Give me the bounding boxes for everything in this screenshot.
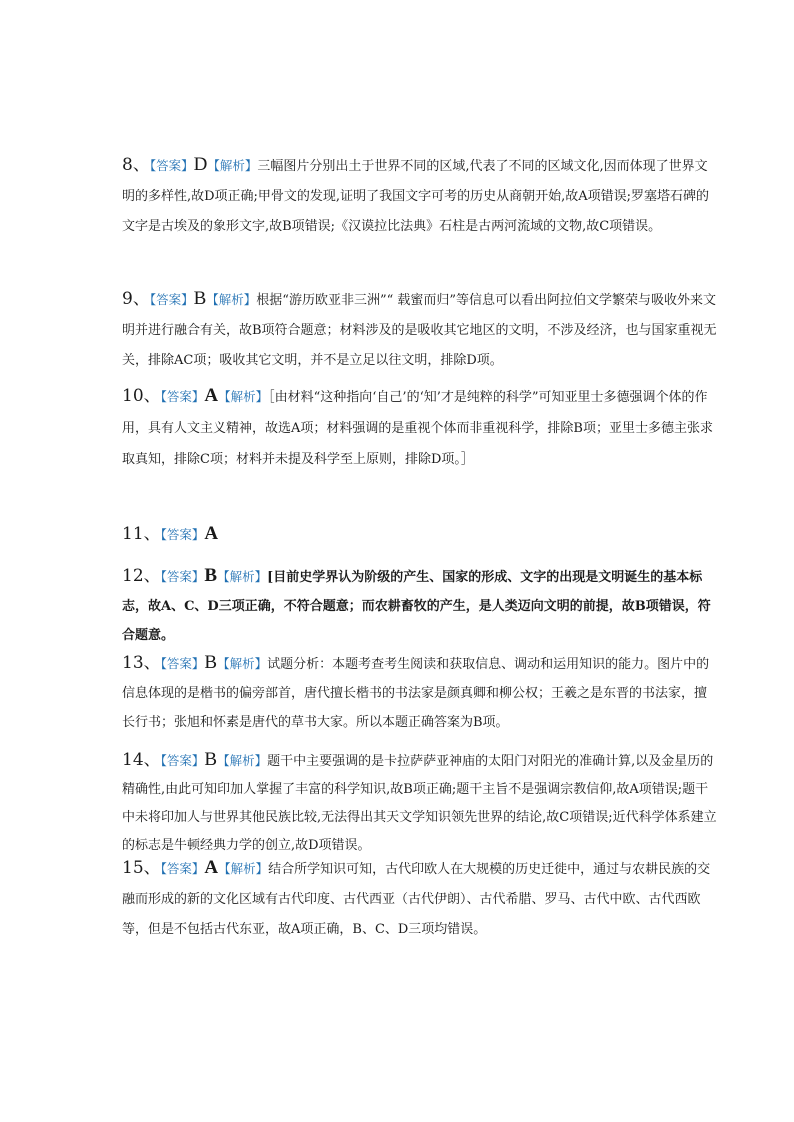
question-9 [122,284,718,376]
answer-letter: A [204,385,219,406]
analysis-text: 试题分析：本题考查考生阅读和获取信息、调动和运用知识的能力。图片中的信息体现的是楷书的偏旁部首，唐代擅长楷书的书法家是颜真卿和柳公权；王羲之是东晋的书法家，擅长行书；张旭和怀素是唐代的草书大家。所以本题正确答案为B项。 [122,657,710,730]
analysis-tag: 【解析】 [217,569,268,584]
answer-tag: 【答案】 [160,656,205,671]
question-12 [122,561,718,650]
answer-letter: B [193,288,207,309]
answer-tag: 【答案】 [149,158,194,173]
analysis-tag: 【解析】 [218,389,269,404]
analysis-text: [目前史学界认为阶级的产生、国家的形成、文字的出现是文明诞生的基本标志，故A、C、D三项正确，不符合题意；而农耕畜牧的产生，是人类迈向文明的前提，故B项错误，符合题意。 [122,570,711,643]
question-8 [122,150,718,242]
question-14 [122,746,718,860]
answer-tag: 【答案】 [160,753,205,768]
answer-tag: 【答案】 [160,569,205,584]
answer-letter: A [204,523,219,544]
analysis-tag: 【解析】 [217,656,268,671]
question-number: 12、 [122,566,161,586]
question-11 [122,519,718,551]
answer-letter: A [204,857,219,878]
question-number: 10、 [122,386,161,406]
analysis-text: 三幅图片分别出土于世界不同的区域,代表了不同的区域文化,因而体现了世界文明的多样性,故D项正确;甲骨文的发现,证明了我国文字可考的历史从商朝开始,故A项错误;罗塞塔石碑的文字是古埃及的象形文字,故B项错误;《汉谟拉比法典》石柱是古两河流域的文物,故C项错误。 [122,159,709,234]
question-number: 8、 [122,155,150,175]
answer-tag: 【答案】 [149,292,194,307]
analysis-text: 根据“游历欧亚非三洲”“ 载蜜而归”等信息可以看出阿拉伯文学繁荣与吸收外来文明并进行融合有关，故B项符合题意；材料涉及的是吸收其它地区的文明，不涉及经济，也与国家重视无关，排除AC项；吸收其它文明，并不是立足以往文明，排除D项。 [122,293,717,368]
question-15 [122,853,718,945]
question-number: 14、 [122,750,161,770]
question-number: 15、 [122,858,161,878]
question-number: 13、 [122,653,161,673]
analysis-text: 结合所学知识可知，古代印欧人在大规模的历史迁徙中，通过与农耕民族的交融而形成的新的文化区域有古代印度、古代西亚（古代伊朗）、古代希腊、罗马、古代中欧、古代西欧等，但是不包括古代东亚，故A项正确，B、C、D三项均错误。 [122,862,711,937]
answer-tag: 【答案】 [160,527,205,542]
question-number: 9、 [122,289,150,309]
answer-letter: B [204,749,218,770]
analysis-text: 题干中主要强调的是卡拉萨萨亚神庙的太阳门对阳光的准确计算,以及金星历的精确性,由此可知印加人掌握了丰富的科学知识,故B项正确;题干主旨不是强调宗教信仰,故A项错误;题干中未将印加人与世界其他民族比较,无法得出其天文学知识领先世界的结论,故C项错误;近代科学体系建立的标志是牛顿经典力学的创立,故D项错误。 [122,754,717,853]
question-13 [122,648,718,737]
analysis-tag: 【解析】 [217,753,268,768]
analysis-tag: 【解析】 [207,158,258,173]
answer-letter: D [193,154,208,175]
analysis-text: ［由材料“这种指向‘自己’的‘知’才是纯粹的科学”可知亚里士多德强调个体的作用，具有人文主义精神，故选A项；材料强调的是重视个体而非重视科学，排除B项；亚里士多德主张求取真知，排除C项；材料并未提及科学至上原则，排除D项。］ [122,390,713,467]
answer-tag: 【答案】 [160,389,205,404]
answer-tag: 【答案】 [160,861,205,876]
answer-letter: B [204,652,218,673]
answer-letter: B [204,565,218,586]
analysis-tag: 【解析】 [218,861,269,876]
question-10 [122,380,718,475]
question-number: 11、 [122,524,161,544]
analysis-tag: 【解析】 [206,292,257,307]
